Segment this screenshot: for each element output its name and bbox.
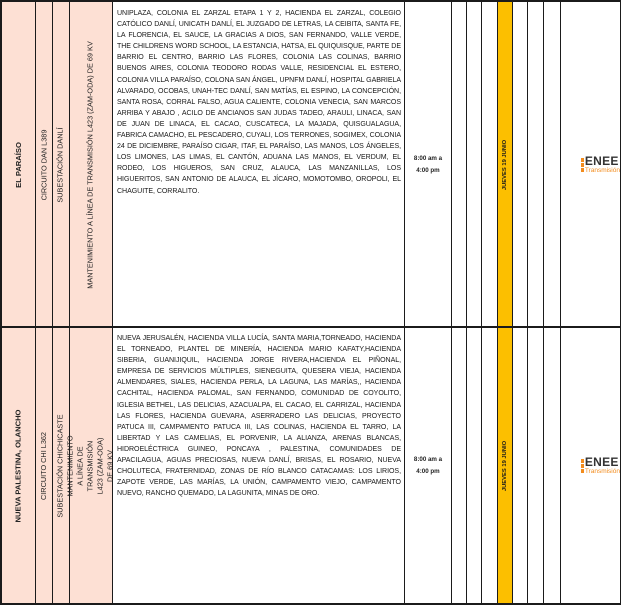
time-end: 4:00 pm (416, 467, 440, 475)
empty-day-cell (452, 327, 467, 604)
department-cell (0, 327, 36, 604)
substation-label: SUBESTACIÓN CHICHICASTE (56, 413, 65, 518)
date-label: JUEVES 19 JUNIO (502, 440, 509, 491)
logo-title: ENEE (584, 454, 619, 469)
work-description-label: MANTENIMIENTO A LÍNEA DE TRANSMISIÓN L423 (ZAM-ODA) DE 69 KV (66, 434, 115, 497)
work-description-label: MANTENIMIENTO A LÍNEA DE TRANSMISIÓN L423 (ZAM-ODA) DE 69 KV (86, 40, 96, 289)
circuit-label: CIRCUITO DAN L389 (39, 129, 49, 200)
work-description-cell (66, 327, 115, 604)
circuit-cell (36, 2, 53, 327)
affected-areas-cell (113, 2, 405, 327)
empty-day-cell (513, 2, 528, 327)
table-row (0, 327, 621, 604)
logo-subtitle: Transmisión (584, 467, 620, 475)
enee-logo-mark-icon (581, 459, 584, 473)
enee-logo-mark-icon (581, 158, 584, 172)
department-cell (0, 2, 36, 327)
affected-areas-text: UNIPLAZA, COLONIA EL ZARZAL ETAPA 1 Y 2, HACIENDA EL ZARZAL, COLEGIO CATÓLICO DANLÍ, UNICATH DANLÍ, EL JUZGADO DE LETRAS, LA CEIBITA, SANTA FE, LA FLORENCIA, EL SAUCE, LA GRACIAS A DIOS, SAN FERNANDO, VALLE VERDE, THE CHILDRENS WORD SCHOOL, LA ESTANCIA, HATSA, EL QUIQUISQUE, PARTE DE BARRIO EL CENTRO, BARRIO LAS FLORES, COLONIA LAS COLINAS, BARRIO BUENOS AIRES, COLONIA TEODORO RODAS VALLE, RESIDENCIAL EL ESTERO, COLONIA VILLA PARAÍSO, COLONA SAN ÁNGEL, UPNFM DANLÍ, HOSPITAL GABRIELA ALVARADO, OCOBAS, UNAH-TEC DANLÍ, SAN MATÍAS, EL ESPINO, LA CONCEPCIÓN, SANTA ROSA, CORRAL FALSO, AGUA CALIENTE, COLONIA VENECIA, SAN MARCOS ARRIBA Y ABAJO , ACILO DE ANCIANOS SAN JUDAS TADEO, ARAULI, LINACA, SAN DE JUAN DE LINACA, EL CACAO, CUSCATECA, LA MAJADA, QUISGUALAGUA, FABRICA CAMACHO, EL PESCADERO, CUYALI, LOS TERRONES, SOGIMEX, COLONIA 24 DE DICIEMBRE, PARAÍSO CIGAR, ITAF, EL PARAÍSO, LAS MANOS, LOS ÁNGELES, LOS LIMONES, LAS LIMAS, EL CANTÓN, ADUANA LAS MANOS, EL VERDUM, EL RODEO, LOS HIGUEROS, SAN CRUZ, ALAUCA, LAS MANZANILLAS, LOS HIGUERITOS, SAN ANTONIO DE ALAUCA, EL JÍCARO, MOMOTOMBO, OROPOLI, EL CHAGUITE, CORRALITO. (117, 10, 401, 195)
empty-day-cell (467, 2, 482, 327)
bottom-border (0, 603, 621, 605)
department-label: NUEVA PALESTINA, OLANCHO (13, 409, 23, 522)
time-end: 4:00 pm (416, 166, 440, 174)
empty-day-cell (528, 327, 544, 604)
circuit-label: CIRCUITO CHI L362 (39, 431, 48, 500)
logo-cell (561, 327, 621, 604)
empty-day-cell (528, 2, 544, 327)
empty-day-cell (544, 2, 561, 327)
affected-areas-cell (113, 327, 405, 604)
empty-day-cell (467, 327, 482, 604)
table-row (0, 2, 621, 327)
date-label: JUEVES 19 JUNIO (502, 139, 509, 190)
empty-day-cell (452, 2, 467, 327)
substation-label: SUBESTACIÓN DANLÍ (56, 126, 65, 203)
logo-subtitle: Transmisión (584, 166, 620, 174)
date-cell (498, 327, 513, 604)
time-start: 8:00 am a (413, 456, 443, 463)
time-start: 8:00 am a (413, 155, 443, 162)
logo-cell (561, 2, 621, 327)
time-cell (405, 327, 452, 604)
logo-title: ENEE (584, 153, 619, 168)
row-divider (0, 326, 621, 328)
empty-day-cell (544, 327, 561, 604)
empty-day-cell (482, 2, 498, 327)
empty-day-cell (482, 327, 498, 604)
date-cell (498, 2, 513, 327)
enee-logo (581, 456, 620, 476)
circuit-cell (36, 327, 53, 604)
empty-day-cell (513, 327, 528, 604)
time-cell (405, 2, 452, 327)
work-description-cell (70, 2, 113, 327)
enee-logo (581, 155, 620, 175)
department-label: EL PARAÍSO (13, 141, 23, 188)
affected-areas-text: NUEVA JERUSALÉN, HACIENDA VILLA LUCÍA, SANTA MARIA,TORNEADO, HACIENDA EL TORNEADO, PLANTEL DE MINERÍA, HACIENDA MARIO KAFATY,HACIENDA SIBERIA, GUANIJIQUIL, HACIENDA JORGE RIVERA,HACIENDA EL PIÑONAL, EMPRESA DE SERVICIOS MÚLTIPLES, SIENEGUITA, QUESERA VIEJA, HACIENDA ALMENDARES, SIALES, HACIENDA PERLA, LA LAGUNA, LAS MARÍAS,, HACIENDA CACHITAL, HACIENDA PALOMAL, SAN FERNANDO, COMUNIDAD DE COYOLITO, IGLESIA BETHEL, LAS DELICIAS, AZACUALPA, EL CACAO, EL CARRIZAL, HACIENDA LAS FLORES, HACIENDA GUEVARA, ASERRADERO LAS DELICIAS, PROYECTO PATUCA III, CAMPAMENTO PATUCA III, LAS COLINAS, HACIENDA EL TARRO, LA LIBERTAD Y LAS CAMELIAS, EL PORVENIR, LA ALIANZA, ARENAS BLANCAS, HIDROELÉCTRICA GUINEO, PONCAYA , PALESTINA, COMUNIDADES DE APACILAGUA, AGUAS PRECIOSAS, NUEVA DANLÍ, BRISAS, EL ROSARIO, NUEVA CHOLUTECA, FRATERNIDAD, ZONAS DE RÍO BLANCO CATACAMAS: LOS LIRIOS, ZAPOTE VERDE, LAS MARÍAS, LA UNIÓN, CAMPAMENTO VIEJO, CAMPAMENTO NUEVO, RANCHO QUEMADO, LA LAGUNITA, MINAS DE ORO. (117, 335, 401, 498)
top-border (0, 0, 621, 2)
substation-cell (53, 2, 70, 327)
